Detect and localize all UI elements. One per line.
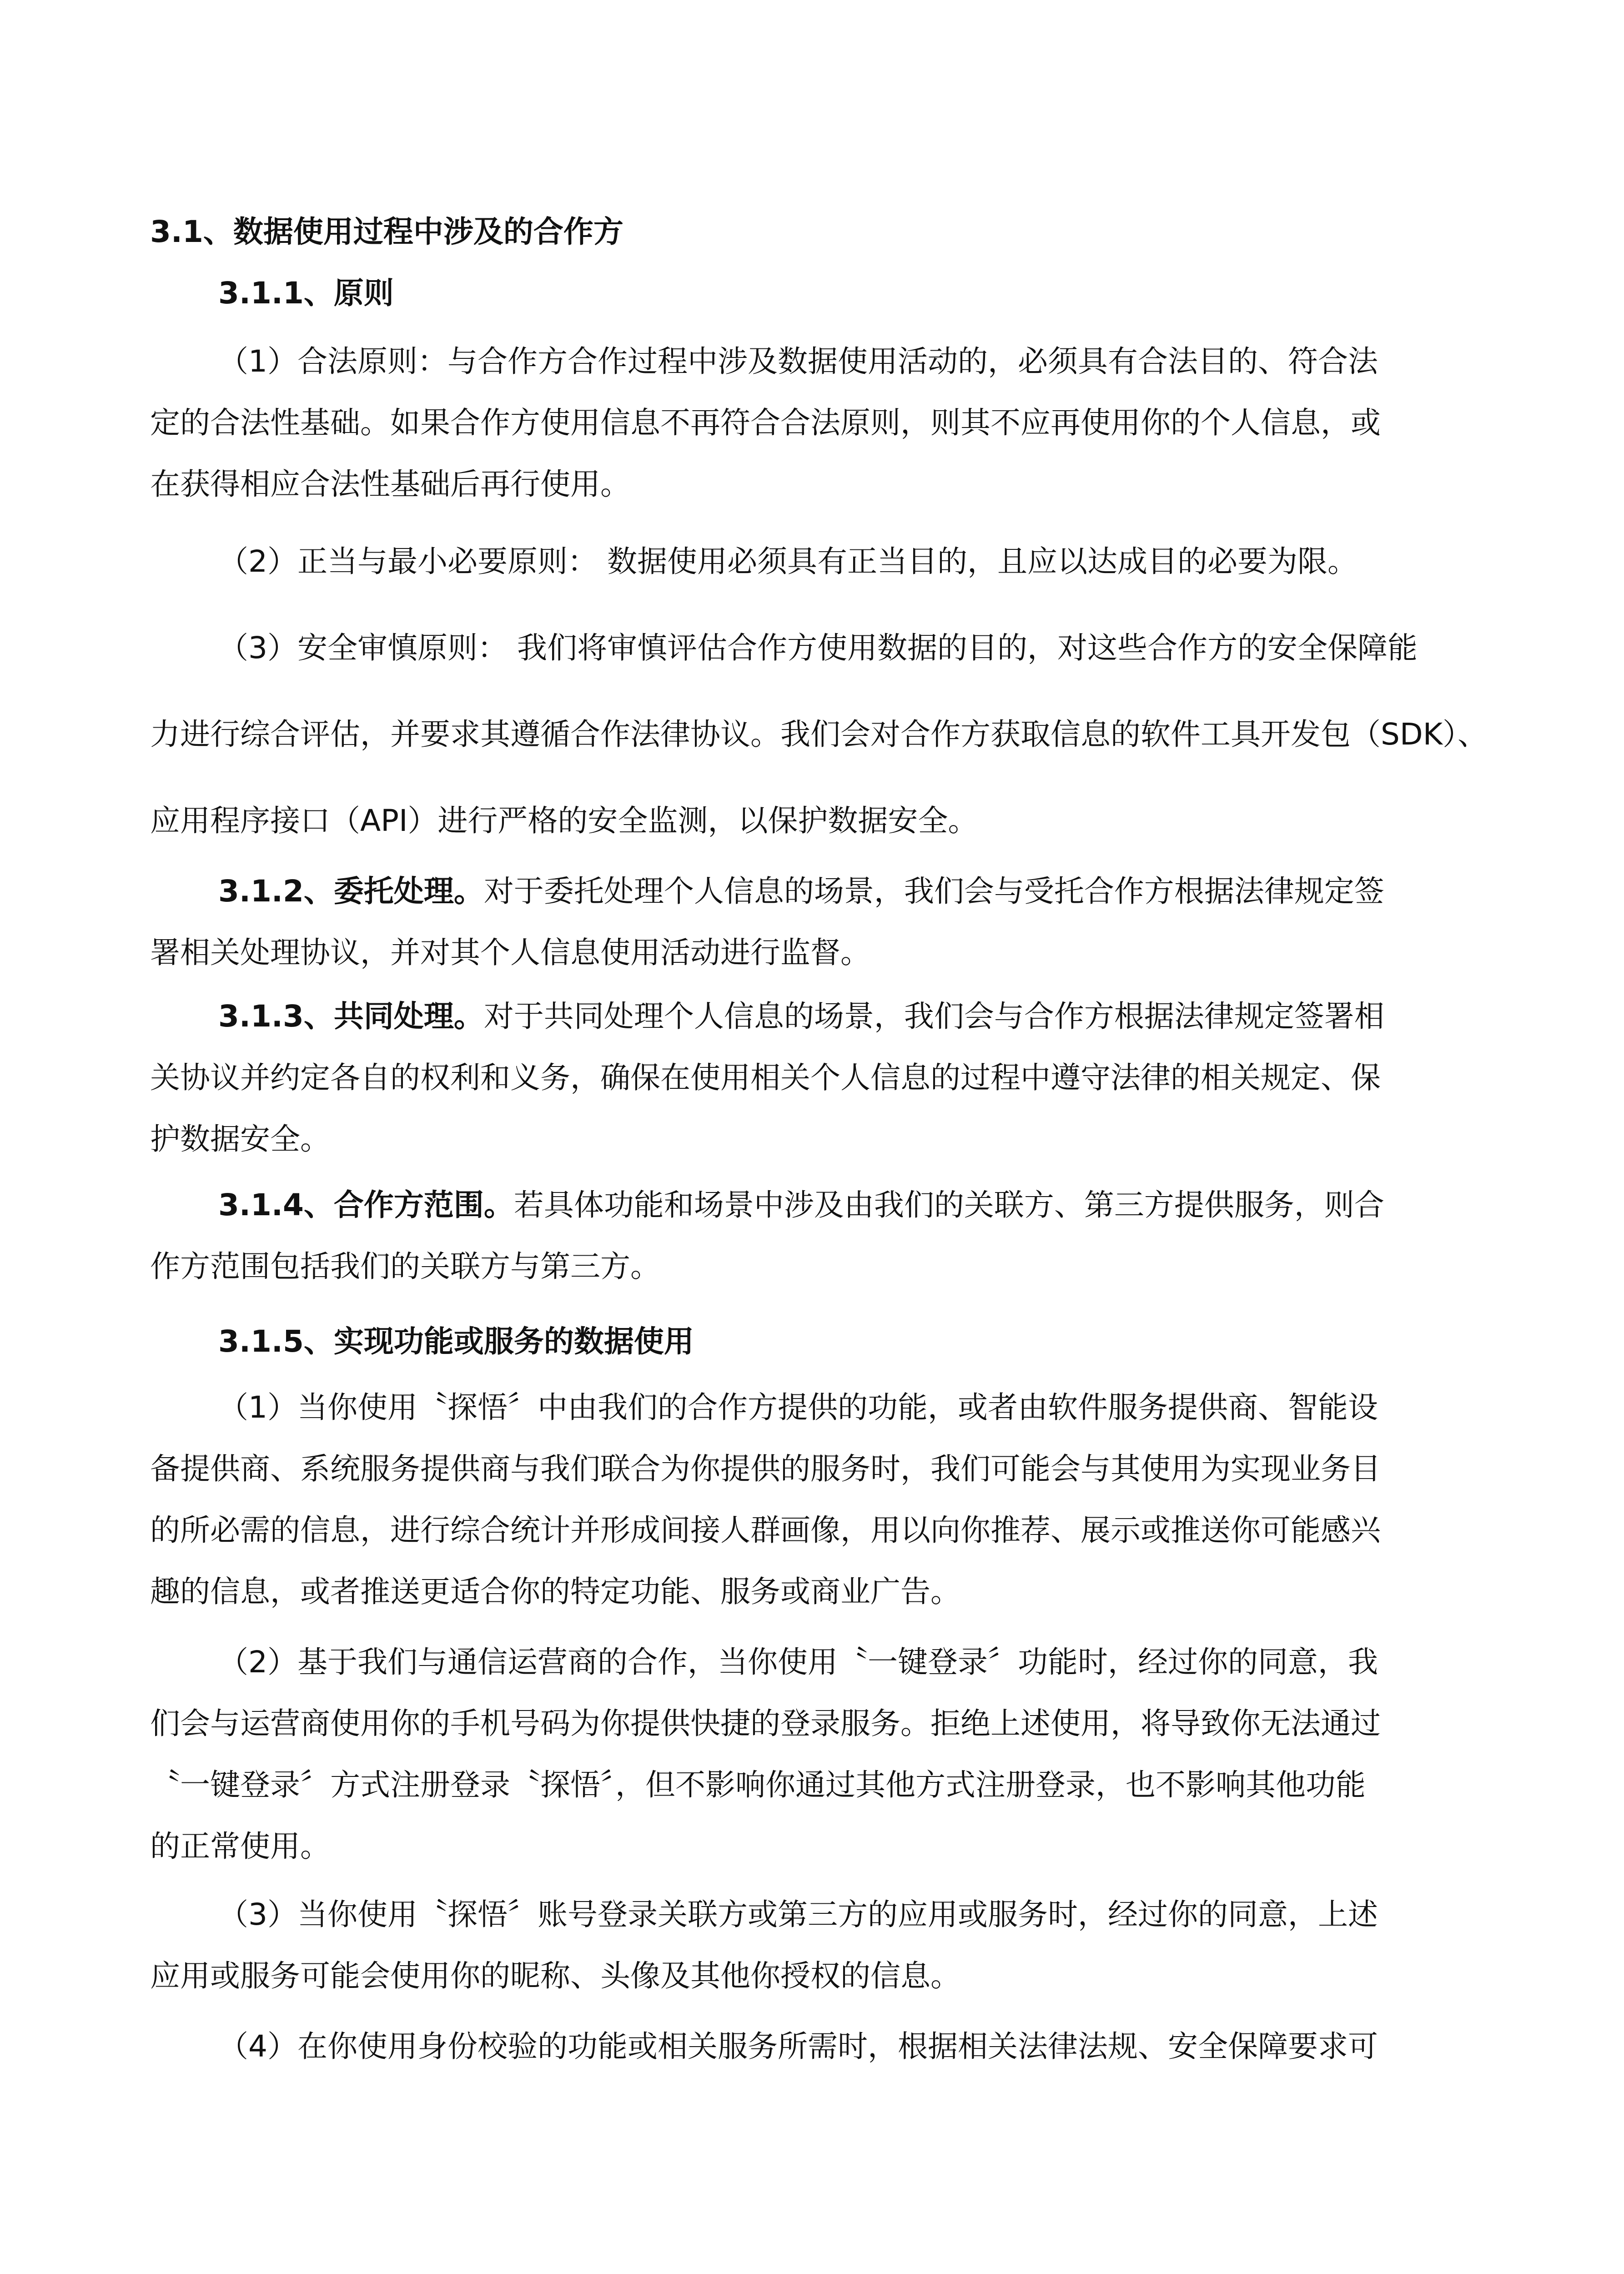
paragraph-joint-processing-line-2: 关协议并约定各自的权利和义务，确保在使用相关个人信息的过程中遵守法律的相关规定、保 xyxy=(150,1060,1381,1095)
heading-3-1-5: 3.1.5、实现功能或服务的数据使用 xyxy=(218,1324,694,1359)
paragraph-account-login-line-2: 应用或服务可能会使用你的昵称、头像及其他你授权的信息。 xyxy=(150,1958,960,1993)
heading-3-1-3: 3.1.3、共同处理。 xyxy=(218,999,484,1034)
heading-3-1-1: 3.1.1、原则 xyxy=(218,276,394,311)
entrusted-processing-text: 对于委托处理个人信息的场景，我们会与受托合作方根据法律规定签 xyxy=(483,874,1384,909)
paragraph-partner-scope-line-1 xyxy=(218,1185,1384,1226)
paragraph-partner-features-line-3: 的所必需的信息，进行综合统计并形成间接人群画像，用以向你推荐、展示或推送你可能感兴 xyxy=(150,1513,1381,1548)
paragraph-partner-features-line-2: 备提供商、系统服务提供商与我们联合为你提供的服务时，我们可能会与其使用为实现业务目 xyxy=(150,1451,1381,1486)
paragraph-one-click-login-line-4: 的正常使用。 xyxy=(150,1829,330,1864)
paragraph-one-click-login-line-3: 〝一键登录〞方式注册登录〝探悟〞，但不影响你通过其他方式注册登录，也不影响其他功能 xyxy=(150,1767,1366,1802)
paragraph-minimum-necessary-line-1: （2）正当与最小必要原则： 数据使用必须具有正当目的，且应以达成目的必要为限。 xyxy=(218,544,1358,579)
paragraph-entrusted-processing-line-1 xyxy=(218,871,1384,912)
paragraph-one-click-login-line-1: （2）基于我们与通信运营商的合作，当你使用〝一键登录〞功能时，经过你的同意，我 xyxy=(218,1645,1378,1680)
paragraph-partner-scope-line-2: 作方范围包括我们的关联方与第三方。 xyxy=(150,1249,660,1284)
heading-3-1: 3.1、数据使用过程中涉及的合作方 xyxy=(150,214,623,249)
joint-processing-text: 对于共同处理个人信息的场景，我们会与合作方根据法律规定签署相 xyxy=(483,999,1384,1034)
paragraph-legal-principle-line-3: 在获得相应合法性基础后再行使用。 xyxy=(150,467,630,502)
paragraph-legal-principle-line-2: 定的合法性基础。如果合作方使用信息不再符合合法原则，则其不应再使用你的个人信息，或 xyxy=(150,405,1381,440)
paragraph-partner-features-line-1: （1）当你使用〝探悟〞中由我们的合作方提供的功能，或者由软件服务提供商、智能设 xyxy=(218,1390,1378,1425)
paragraph-partner-features-line-4: 趣的信息，或者推送更适合你的特定功能、服务或商业广告。 xyxy=(150,1574,960,1609)
paragraph-account-login-line-1: （3）当你使用〝探悟〞账号登录关联方或第三方的应用或服务时，经过你的同意，上述 xyxy=(218,1897,1378,1932)
paragraph-one-click-login-line-2: 们会与运营商使用你的手机号码为你提供快捷的登录服务。拒绝上述使用，将导致你无法通过 xyxy=(150,1706,1381,1741)
heading-3-1-2: 3.1.2、委托处理。 xyxy=(218,874,484,909)
paragraph-security-prudence-line-2: 力进行综合评估，并要求其遵循合作法律协议。我们会对合作方获取信息的软件工具开发包（SDK）、 xyxy=(150,717,1488,752)
paragraph-joint-processing-line-1 xyxy=(218,996,1384,1037)
partner-scope-text: 若具体功能和场景中涉及由我们的关联方、第三方提供服务，则合 xyxy=(513,1187,1384,1223)
paragraph-joint-processing-line-3: 护数据安全。 xyxy=(150,1122,330,1157)
heading-3-1-4: 3.1.4、合作方范围。 xyxy=(218,1187,514,1223)
paragraph-identity-verification-line-1: （4）在你使用身份校验的功能或相关服务所需时，根据相关法律法规、安全保障要求可 xyxy=(218,2029,1378,2064)
paragraph-entrusted-processing-line-2: 署相关处理协议，并对其个人信息使用活动进行监督。 xyxy=(150,935,870,970)
paragraph-security-prudence-line-1: （3）安全审慎原则： 我们将审慎评估合作方使用数据的目的，对这些合作方的安全保障能 xyxy=(218,630,1418,665)
paragraph-security-prudence-line-3: 应用程序接口（API）进行严格的安全监测，以保护数据安全。 xyxy=(150,803,978,838)
paragraph-legal-principle-line-1: （1）合法原则：与合作方合作过程中涉及数据使用活动的，必须具有合法目的、符合法 xyxy=(218,344,1378,379)
